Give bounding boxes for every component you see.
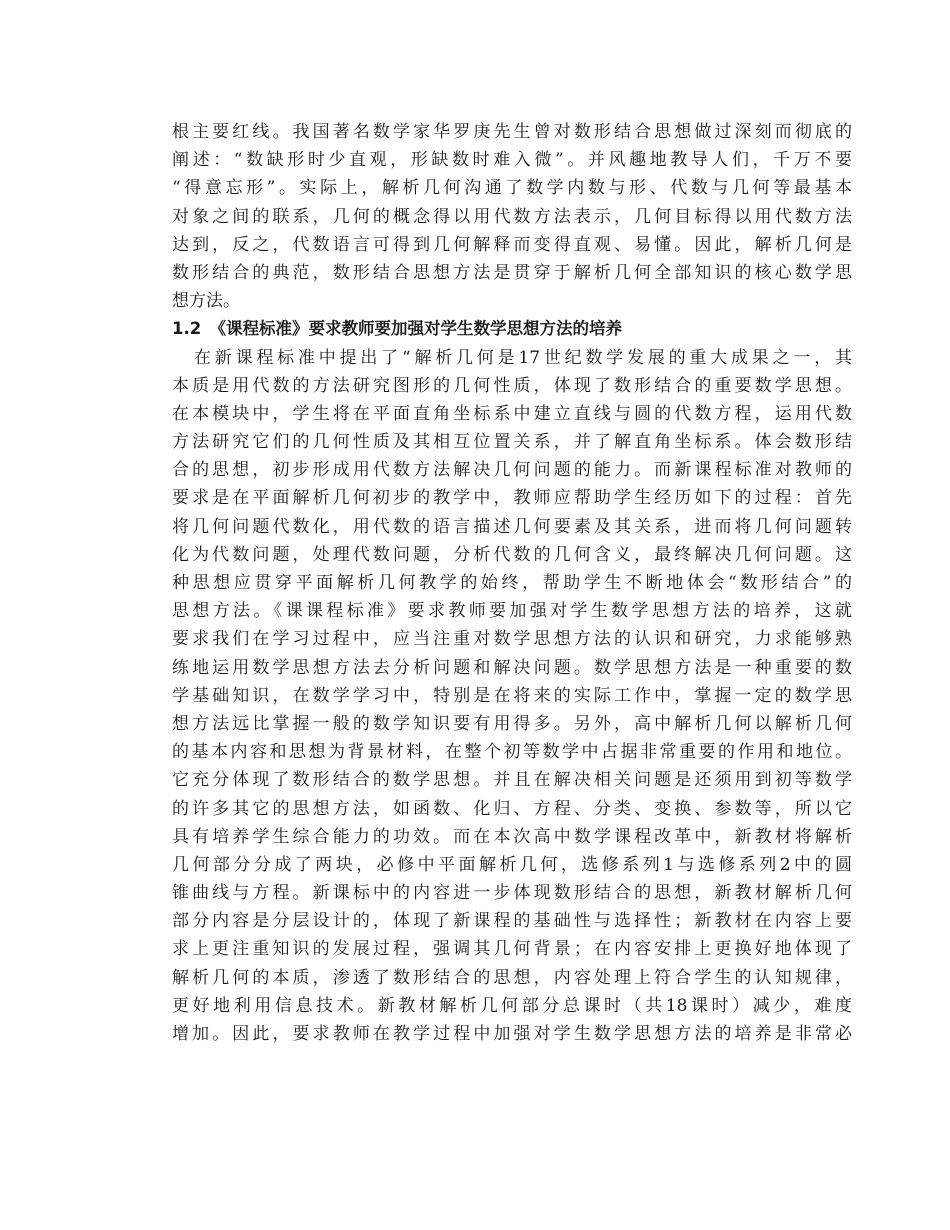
text-line: 想方法远比掌握一般的数学知识要有用得多。另外，高中解析几何以解析几何 <box>172 713 852 734</box>
text-line: 方法研究它们的几何性质及其相互位置关系，并了解直角坐标系。体会数形结 <box>172 432 852 453</box>
text-line: 解析几何的本质，渗透了数形结合的思想，内容处理上符合学生的认知规律， <box>172 967 852 988</box>
text-line: 增加。因此，要求教师在教学过程中加强对学生数学思想方法的培养是非常必 <box>172 1024 852 1044</box>
document-body <box>172 118 852 1048</box>
text-line: 的许多其它的思想方法，如函数、化归、方程、分类、变换、参数等，所以它 <box>172 798 852 819</box>
intro-paragraph <box>172 118 852 315</box>
text-line: 化为代数问题，处理代数问题，分析代数的几何含义，最终解决几何问题。这 <box>172 544 852 565</box>
text-line: 练地运用数学思想方法去分析问题和解决问题。数学思想方法是一种重要的数 <box>172 657 852 678</box>
text-line: 将几何问题代数化，用代数的语言描述几何要素及其关系，进而将几何问题转 <box>172 516 852 537</box>
text-line: 思想方法。《课课程标准》要求教师要加强对学生数学思想方法的培养，这就 <box>172 601 852 622</box>
text-line: 的基本内容和思想为背景材料，在整个初等数学中占据非常重要的作用和地位。 <box>172 742 852 763</box>
text-line: 达到，反之，代数语言可得到几何解释而变得直观、易懂。因此，解析几何是 <box>172 234 852 255</box>
text-line: 阐述：“数缺形时少直观，形缺数时难入微”。并风趣地教导人们，千万不要 <box>172 150 852 171</box>
section-heading: 1.2 《课程标准》要求教师要加强对学生数学思想方法的培养 <box>172 319 622 339</box>
text-line: 具有培养学生综合能力的功效。而在本次高中数学课程改革中，新教材将解析 <box>172 826 852 847</box>
text-line: 想方法。 <box>172 291 240 312</box>
text-line: “得意忘形”。实际上，解析几何沟通了数学内数与形、代数与几何等最基本 <box>172 178 852 199</box>
text-line: 本质是用代数的方法研究图形的几何性质，体现了数形结合的重要数学思想。 <box>172 375 852 396</box>
text-line: 它充分体现了数形结合的数学思想。并且在解决相关问题是还须用到初等数学 <box>172 770 852 791</box>
text-line: 要求是在平面解析几何初步的教学中，教师应帮助学生经历如下的过程：首先 <box>172 488 852 509</box>
text-line: 更好地利用信息技术。新教材解析几何部分总课时（共18课时）减少，难度 <box>172 995 852 1016</box>
text-line: 求上更注重知识的发展过程，强调其几何背景；在内容安排上更换好地体现了 <box>172 939 852 960</box>
text-line: 要求我们在学习过程中，应当注重对数学思想方法的认识和研究，力求能够熟 <box>172 629 852 650</box>
text-line: 合的思想，初步形成用代数方法解决几何问题的能力。而新课程标准对教师的 <box>172 460 852 481</box>
main-paragraph <box>172 344 852 1049</box>
text-line: 部分内容是分层设计的，体现了新课程的基础性与选择性；新教材在内容上要 <box>172 911 852 932</box>
text-line: 在新课程标准中提出了“解析几何是17世纪数学发展的重大成果之一，其 <box>194 347 852 368</box>
text-line: 在本模块中，学生将在平面直角坐标系中建立直线与圆的代数方程，运用代数 <box>172 403 852 424</box>
text-line: 锥曲线与方程。新课标中的内容进一步体现数形结合的思想，新教材解析几何 <box>172 883 852 904</box>
text-line: 学基础知识，在数学学习中，特别是在将来的实际工作中，掌握一定的数学思 <box>172 685 852 706</box>
text-line: 几何部分分成了两块，必修中平面解析几何，选修系列1与选修系列2中的圆 <box>172 854 852 875</box>
text-line: 根主要红线。我国著名数学家华罗庚先生曾对数形结合思想做过深刻而彻底的 <box>172 122 852 142</box>
text-line: 数形结合的典范，数形结合思想方法是贯穿于解析几何全部知识的核心数学思 <box>172 262 852 283</box>
text-line: 种思想应贯穿平面解析几何教学的始终，帮助学生不断地体会“数形结合”的 <box>172 573 852 593</box>
text-line: 对象之间的联系，几何的概念得以用代数方法表示，几何目标得以用代数方法 <box>172 206 852 227</box>
